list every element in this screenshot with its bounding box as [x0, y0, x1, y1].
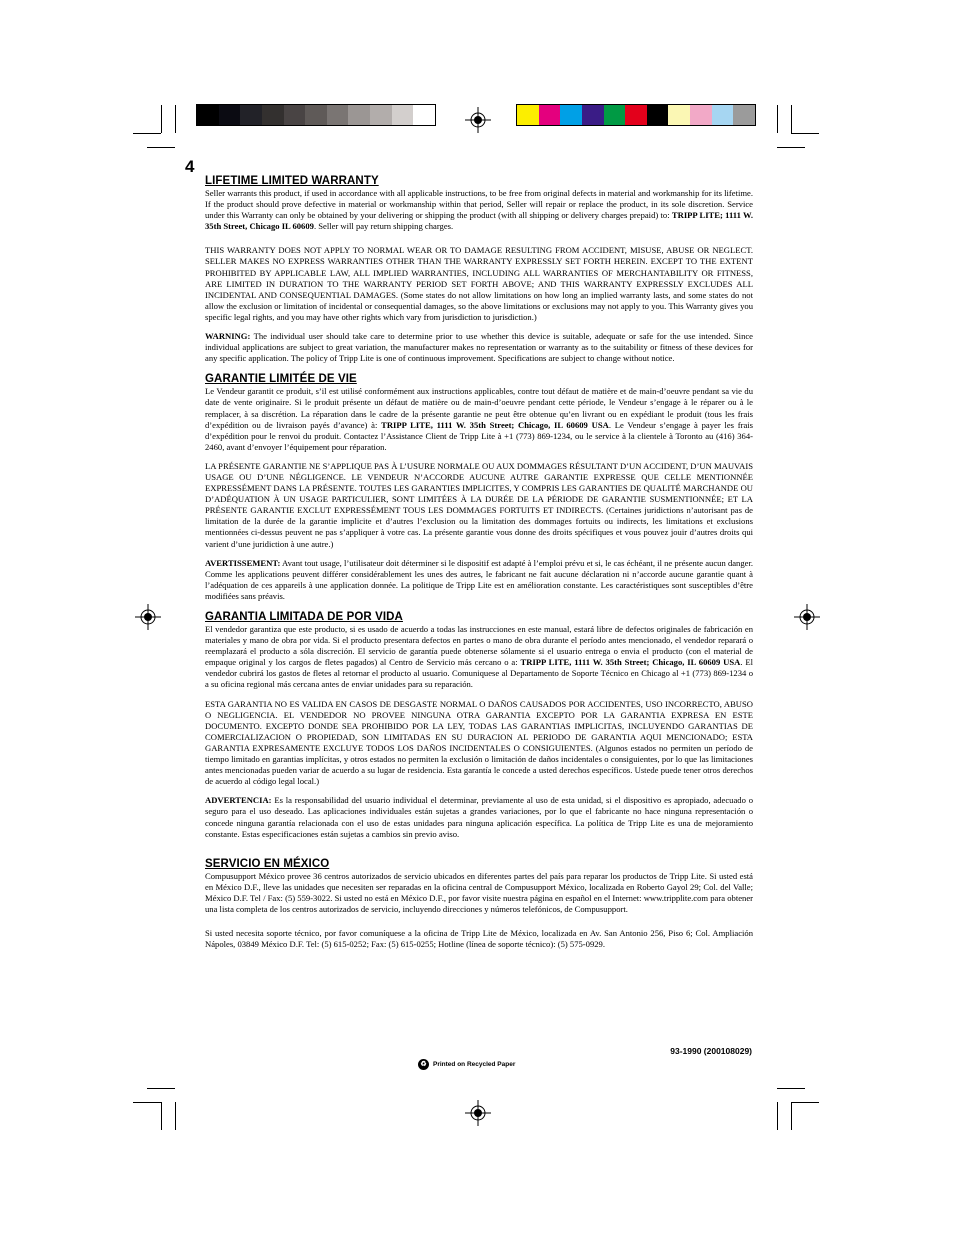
page-number: 4: [185, 157, 195, 176]
color-swatch: [284, 105, 306, 125]
crop-mark: [175, 105, 176, 133]
recycle-icon: ♻: [418, 1059, 429, 1070]
recycled-label: Printed on Recycled Paper: [433, 1061, 516, 1068]
crop-mark: [777, 105, 778, 133]
color-swatch: [604, 105, 626, 125]
color-swatch: [517, 105, 539, 125]
crop-mark: [133, 133, 161, 134]
process-color-bar: [516, 104, 756, 126]
crop-mark: [147, 147, 175, 148]
warning-paragraph: AVERTISSEMENT: Avant tout usage, l’utilisateur doit déterminer si le dispositif est adapté à l’emploi prévu et si, le cas échéant, il ne présente aucun danger. Comme les applications peuvent différer considérablement les unes des autres, le fabricant ne fait aucune déclaration ni n’accorde aucune garantie quant à l’adéquation de ces appareils à une application donnée. La politique de Tripp Lite est en amélioration constante. Les caractéristiques sont susceptibles d’être modifiées sans préavis.: [205, 557, 753, 601]
crop-mark: [791, 105, 792, 133]
color-swatch: [392, 105, 414, 125]
paragraph: El vendedor garantiza que este producto, si es usado de acuerdo a todas las instrucciones en este manual, estará libre de defectos originales de fabricación en materiales y mano de obra por vida. Si el producto presentara defectos en partes o mano de obra durante el período antes mencionado, el vendedor reparará o reemplazará el producto a sóla discreción. El servicio de garantía puede obtenerse sólamente si el usuario entrega o envia el producto (con el material de empaque original y los cargos de fletes pagados) al Centro de Servicio más cercano o a: TRIPP LITE, 1111 W. 35th Street; Chicago, IL 60609 USA. El vendedor cubrirá los gastos de fletes al retornar el producto al usuario. Comuniquese al Departamento de Soporte Técnico en Chicago al +1 (773) 869-1234 o a su oficina regional más cercana antes de enviar unidades para su reparación.: [205, 624, 753, 690]
section-lifetime-warranty: [205, 175, 753, 364]
crop-mark: [777, 1088, 805, 1089]
registration-mark-icon: [465, 1100, 491, 1126]
section-heading: SERVICIO EN MÉXICO: [205, 857, 330, 870]
color-swatch: [582, 105, 604, 125]
paragraph: Si usted necesita soporte técnico, por favor comuníquese a la oficina de Tripp Lite de México, localizada en Av. San Antonio 256, Piso 6; Col. Ampliación Nápoles, 03849 México D.F. Tel: (5) 615-0252; Fax: (5) 615-0255; Hotline (línea de soporte técnico): (5) 575-0929.: [205, 928, 753, 950]
color-swatch: [712, 105, 734, 125]
section-garantie-limitee: [205, 373, 753, 602]
crop-mark: [147, 1088, 175, 1089]
crop-mark: [161, 105, 162, 133]
section-garantia-limitada: [205, 611, 753, 840]
crop-mark: [791, 1102, 792, 1130]
color-swatch: [413, 105, 435, 125]
crop-mark: [777, 147, 805, 148]
color-swatch: [219, 105, 241, 125]
section-servicio-mexico: [205, 858, 753, 951]
color-swatch: [625, 105, 647, 125]
color-swatch: [668, 105, 690, 125]
color-swatch: [647, 105, 669, 125]
crop-mark: [777, 1102, 778, 1130]
document-code: 93-1990 (200108029): [670, 1046, 752, 1056]
paragraph: Compusupport México provee 36 centros autorizados de servicio ubicados en diferentes partes del país para reparar los productos de Tripp Lite. Si usted está en México D.F., lleve las unidades que necesiten ser reparadas en la oficina central de Compusupport México, localizada en Roberto Gayol 29; Col. del Valle; México D.F. Tel / Fax: (5) 559-3022. Si usted no está en México D.F., por favor visite nuestra página en español en el Internet: www.tripplite.com para obtener una lista completa de los centros autorizados de servicio, incluyendo direcciones y números telefónicos, de Compusupport.: [205, 870, 753, 914]
color-swatch: [690, 105, 712, 125]
section-heading: GARANTIA LIMITADA DE POR VIDA: [205, 611, 403, 623]
paragraph: THIS WARRANTY DOES NOT APPLY TO NORMAL WEAR OR TO DAMAGE RESULTING FROM ACCIDENT, MISUSE, ABUSE OR NEGLECT. SELLER MAKES NO EXPRESS WARRANTIES OTHER THAN THE WARRANTY EXPRESSLY SET FORTH HEREIN. EXCEPT TO THE EXTENT PROHIBITED BY APPLICABLE LAW, ALL IMPLIED WARRANTIES, INCLUDING ALL WARRANTIES OF MERCHANTABILITY OR FITNESS, ARE LIMITED IN DURATION TO THE WARRANTY PERIOD SET FORTH ABOVE; AND THIS WARRANTY EXPRESSLY EXCLUDES ALL INCIDENTAL AND CONSEQUENTIAL DAMAGES. (Some states do not allow limitations on how long an implied warranty lasts, and some states do not allow the exclusion or limitation of incidental or consequential damages, so the above limitations or exclusions may not apply to you. This Warranty gives you specific legal rights, and you may have other rights which vary from jurisdiction to jurisdiction.): [205, 245, 753, 322]
color-swatch: [262, 105, 284, 125]
crop-mark: [161, 1102, 162, 1130]
color-swatch: [539, 105, 561, 125]
crop-mark: [791, 1102, 819, 1103]
warning-paragraph: WARNING: The individual user should take care to determine prior to use whether this device is suitable, adequate or safe for the use intended. Since individual applications are subject to great variation, the manufacturer makes no representation or warranty as to the suitability or fitness of these devices for any specific application. The policy of Tripp Lite is one of continuous improvement. Specifications are subject to change without notice.: [205, 331, 753, 364]
section-heading: GARANTIE LIMITÉE DE VIE: [205, 373, 357, 386]
paragraph: Seller warrants this product, if used in accordance with all applicable instructions, to be free from original defects in material and workmanship for its lifetime. If the product should prove defective in material or workmanship within that period, Seller will repair or replace the product, in its sole discretion. Service under this Warranty can only be obtained by your delivering or shipping the product (with all shipping or delivery charges prepaid) to: TRIPP LITE; 1111 W. 35th Street, Chicago IL 60609. Seller will pay return shipping charges.: [205, 188, 753, 232]
paragraph: ESTA GARANTIA NO ES VALIDA EN CASOS DE DESGASTE NORMAL O DAÑOS CAUSADOS POR ACCIDENTES, USO INCORRECTO, ABUSO O NEGLIGENCIA. EL VENDEDOR NO PROVEE NINGUNA OTRA GARANTIA EXCEPTO POR LA GARANTIA EXPRESA EN ESTE DOCUMENTO. EXCEPTO DONDE SEA PROHIBIDO POR LA LEY, TODAS LAS GARANTIAS IMPLICITAS, INCLUYENDO GARANTIAS DE COMERCIALIZACION O PROPIEDAD, SON LIMITADAS EN SU DURACION AL PERIODO DE GARANTIA AQUI MENCIONADO; ESTA GARANTIA EXPRESAMENTE EXCLUYE TODOS LOS DAÑOS INCIDENTALES O CONSIGUIENTES. (Algunos estados no permiten un período de tiempo limitado en garantias implícitas, y otros estados no permiten la exclusión o limitación de daños incidentales o consiguientes, por lo que las limitaciones antes mencionadas pueden variar de acuerdo a su lugar de residencia. Esta garantía le concede a usted derechos específicos. Ustede puede tener otros derechos de acuerdo al código legal local.): [205, 698, 753, 787]
color-swatch: [327, 105, 349, 125]
color-swatch: [240, 105, 262, 125]
crop-mark: [133, 1102, 161, 1103]
color-swatch: [560, 105, 582, 125]
crop-mark: [791, 133, 819, 134]
recycled-paper-notice: [418, 1059, 515, 1070]
paragraph: LA PRÉSENTE GARANTIE NE S’APPLIQUE PAS À L’USURE NORMALE OU AUX DOMMAGES RÉSULTANT D’UN ACCIDENT, D’UN MAUVAIS USAGE OU D’UNE NÉGLIGENCE. LE VENDEUR N’ACCORDE AUCUNE AUTRE GARANTIE EXPRESSE QUE CELLE MENTIONNÉE EXPRESSÉMENT DANS LA PRÉSENTE. TOUTES LES GARANTIES IMPLICITES, Y COMPRIS LES GARANTIES DE QUALITÉ MARCHANDE OU D’ADÉQUATION À UN USAGE PARTICULIER, SONT LIMITÉES À LA DURÉE DE LA PÉRIODE DE GARANTIE SUSMENTIONNÉE; ET LA PRÉSENTE GARANTIE EXCLUT EXPRESSÉMENT TOUS LES DOMMAGES FORTUITS ET INDIRECTS. (Certaines juridictions n’autorisant pas de limitation de la durée de la garantie implicite et d’autres l’exclusion ou la limitation des dommages fortuits ou indirects, les limitations et exclusions mentionnées ci-dessus peuvent ne pas s’appliquer à votre cas. La présente garantie vous donne des droits spécifiques et vous pouvez jouir d’autres droits qui varient d’une juridiction à une autre.): [205, 460, 753, 549]
crop-mark: [175, 1102, 176, 1130]
paragraph: Le Vendeur garantit ce produit, s’il est utilisé conformément aux instructions applicables, contre tout défaut de matière et de main-d’oeuvre pendant sa vie du date de vente originaire. Si le produit présente un défaut de matière ou de main-d’oeuvre pendant cette période, le Vendeur s’engage à le réparer ou à le remplacer, à sa discrétion. La réparation dans le cadre de la présente garantie ne peut être obtenue qu’en livrant ou en expédiant le produit (tous les frais d’expédition ou de livraison payés d’avance) à: TRIPP LITE, 1111 W. 35th Street; Chicago, IL 60609 USA. Le Vendeur s’engage à payer les frais d’expédition pour le renvoi du produit. Contactez l’Assistance Client de Tripp Lite à +1 (773) 869-1234, ou le service à la clientele à Toronto au (416) 364-2460, avant d’envoyer l’équipement pour réparation.: [205, 386, 754, 452]
color-swatch: [197, 105, 219, 125]
registration-mark-icon: [794, 604, 820, 630]
registration-mark-icon: [465, 107, 491, 133]
grayscale-color-bar: [196, 104, 436, 126]
registration-mark-icon: [135, 604, 161, 630]
color-swatch: [305, 105, 327, 125]
warning-paragraph: ADVERTENCIA: Es la responsabilidad del usuario individual el determinar, previamente al uso de esta unidad, si el dispositivo es apropiado, adecuado o seguro para el uso deseado. Las aplicaciones individuales están sujetas a grandes variaciones, por lo que el fabricante no hace ninguna representación o concede ninguna garantía relacionada con el uso de estas unidades para ninguna aplicación específica. La política de Tripp Lite es una de mejoramiento constante. Estas especificaciones están sujetas a cambios sin previo aviso.: [205, 795, 753, 839]
color-swatch: [370, 105, 392, 125]
warranty-content: [205, 175, 753, 950]
section-heading: LIFETIME LIMITED WARRANTY: [205, 175, 379, 187]
color-swatch: [348, 105, 370, 125]
color-swatch: [733, 105, 755, 125]
